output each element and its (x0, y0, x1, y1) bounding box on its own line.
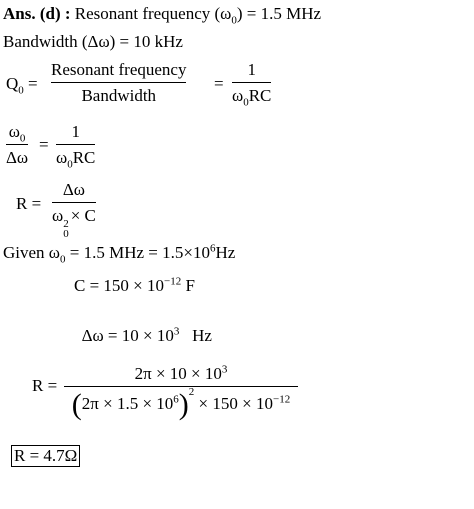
answer-line (3, 4, 322, 27)
answer-label: Ans. (d) : (3, 4, 71, 23)
q-fraction (51, 60, 186, 106)
fraction-bar (6, 144, 28, 145)
q-equals-2: = (214, 74, 224, 93)
capacitance-line: $C = 150 \times 10^{-12}$ F (74, 275, 195, 295)
ratio-rhs-fraction (56, 122, 96, 171)
answer-intro-text: Resonant frequency (ω (74, 4, 232, 23)
delta-omega-line: $\Delta\omega = 10 \times 10^3$ Hz (81, 325, 212, 345)
q-numerator: Resonant frequency (51, 60, 187, 79)
fraction-bar (232, 82, 271, 83)
ratio-rhs-num: 1 (71, 122, 80, 141)
r-denominator: ω 2 0 × C (52, 206, 96, 240)
q-subscript: 0 (18, 84, 24, 97)
fraction-bar (56, 144, 95, 145)
q-symbol: Q (6, 74, 19, 93)
final-denominator: $(2\pi \times 1.5 \times 10^6)^2 \times 150 \times 10^{-12}$ (71, 386, 291, 421)
q-denominator: Bandwidth (81, 86, 157, 105)
q2-denominator: $\omega_0RC$ (232, 86, 272, 109)
q-fraction-2 (232, 60, 272, 109)
final-numerator: $2\pi \times 10 \times 10^3$ (134, 363, 228, 383)
q-lhs (6, 74, 38, 97)
fraction-bar (64, 386, 298, 387)
q-equals: = (28, 74, 38, 93)
ratio-rhs-den: $\omega_0RC$ (56, 148, 96, 171)
ratio-equals: = (39, 135, 49, 154)
given-line: Given $\omega_0 = 1.5$ MHz = $1.5\times 10^6Hz$ (3, 242, 236, 266)
final-fraction (64, 362, 298, 420)
answer-intro-value: ) = 1.5 MHz (236, 4, 322, 23)
r-fraction (52, 180, 96, 239)
fraction-bar (51, 82, 186, 83)
result-box: R = 4.7Ω (11, 445, 80, 467)
ratio-lhs-num: $\omega_0$ (8, 122, 26, 145)
final-lhs: R = (32, 376, 58, 395)
ratio-lhs-den: Δω (6, 148, 29, 167)
bandwidth-line: Bandwidth (Δω) = 10 kHz (3, 32, 183, 51)
q2-numerator: 1 (247, 60, 256, 79)
ratio-lhs-fraction (6, 122, 28, 168)
r-numerator: Δω (62, 180, 85, 199)
fraction-bar (52, 202, 96, 203)
r-lhs: R = (16, 194, 42, 213)
omega-subscript: 0 (231, 14, 237, 27)
